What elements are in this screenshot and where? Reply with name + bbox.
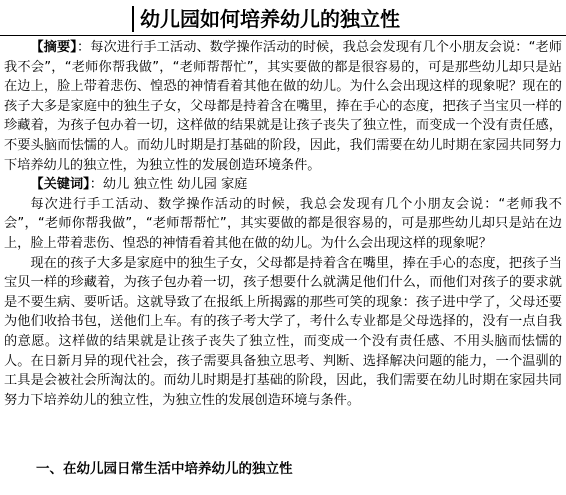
keywords-paragraph: [4, 175, 562, 195]
text-cursor: [132, 6, 134, 32]
body-paragraph-1: 每次进行手工活动、数学操作活动的时候，我总会发现有几个小朋友会说：“老师我不会”，“老师你帮我做”，“老师帮帮忙”，其实要做的都是很容易的，可是那些幼儿却只是站在边上，脸上带着悲伤、惶恐的神情看着其他在做的幼儿。为什么会出现这样的现象呢？: [4, 196, 562, 251]
title-divider: [0, 35, 566, 36]
abstract-text: ：每次进行手工活动、数学操作活动的时候，我总会发现有几个小朋友会说：“老师我不会”，“老师你帮我做”，“老师帮帮忙”，其实要做的都是很容易的，可是那些幼儿却只是站在边上，脸上带着悲伤、惶恐的神情看着其他在做的幼儿。为什么会出现这样的现象呢？现在的孩子大多是家庭中的独生子女，父母都是持着含在嘴里，捧在手心的态度，把孩子当宝贝一样的珍藏着，为孩子包办着一切，这样做的结果就是让孩子丧失了独立性，而变成一个没有责任感，不要头脑而怯懦的人。而幼儿时期是打基础的阶段，因此，我们需要在幼儿时期在家园共同努力下培养幼儿的独立性，为独立性的发展创造环境条件。: [4, 40, 562, 173]
document-body: [4, 38, 562, 410]
abstract-label: 【摘要】: [30, 40, 77, 55]
title-area: [0, 0, 566, 36]
abstract-paragraph: [4, 38, 562, 175]
document-title: 幼儿园如何培养幼儿的独立性: [140, 7, 400, 31]
keywords-label: 【关键词】: [30, 177, 90, 193]
body-paragraph-2: 现在的孩子大多是家庭中的独生子女，父母都是持着含在嘴里，捧在手心的态度，把孩子当宝贝一样的珍藏着，为孩子包办着一切，孩子想要什么就满足他们什么，而他们对孩子的要求就是不要生病、要听话。这就导致了在报纸上所揭露的那些可笑的现象：孩子进中学了，父母还要为他们收拾书包，送他们上车。有的孩子考大学了，考什么专业都是父母选择的，没有一点自我的意愿。这样做的结果就是让孩子丧失了独立性，而变成一个没有责任感、不用头脑而怯懦的人。在日新月异的现代社会，孩子需要具备独立思考、判断、选择解决问题的能力，一个温驯的工具是会被社会所淘汰的。而幼儿时期是打基础的阶段，因此，我们需要在幼儿时期在家园共同努力下培养幼儿的独立性，为独立性的发展创造环境与条件。: [4, 255, 562, 408]
keywords-text: ：幼儿 独立性 幼儿园 家庭: [89, 177, 248, 193]
section-heading: 一、在幼儿园日常生活中培养幼儿的独立性: [36, 461, 293, 477]
